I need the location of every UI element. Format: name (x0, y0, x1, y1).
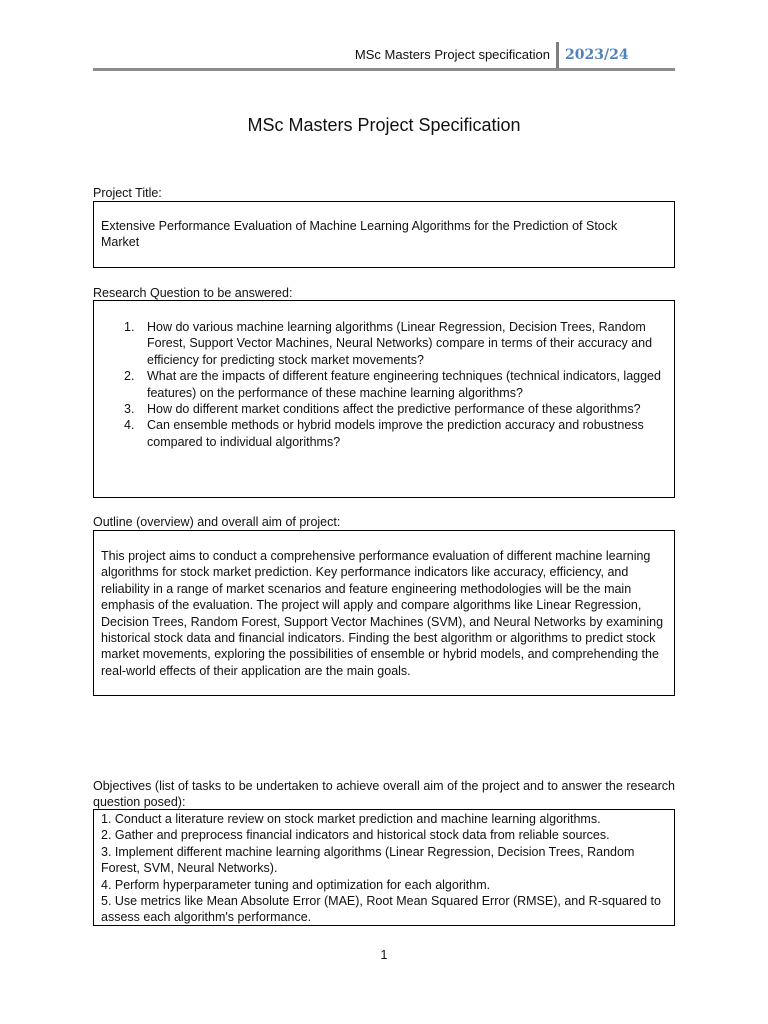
research-question-item (94, 417, 674, 450)
objective-item: 3. Implement different machine learning algorithms (Linear Regression, Decision Trees, Random Forest, SVM, Neural Networks). (101, 844, 635, 876)
outline-box (93, 530, 675, 696)
research-question-text: How do different market conditions affect the predictive performance of these algorithms? (147, 402, 641, 417)
header-divider (556, 42, 559, 69)
header-title: MSc Masters Project specification (354, 47, 550, 62)
outline-label: Outline (overview) and overall aim of project: (93, 515, 341, 529)
research-question-list (94, 319, 674, 450)
objective-item: 4. Perform hyperparameter tuning and optimization for each algorithm. (101, 877, 491, 892)
research-question-text: How do various machine learning algorithms (Linear Regression, Decision Trees, Random Forest, Support Vector Machines, Neural Networks) compare in terms of their accuracy and efficiency for predicting stock market movements? (147, 320, 653, 367)
objective-item: 1. Conduct a literature review on stock market prediction and machine learning algorithms. (101, 812, 601, 826)
objectives-label: Objectives (list of tasks to be undertaken to achieve overall aim of the project and to answer the research question posed): (93, 779, 675, 809)
list-number: 3. (124, 402, 135, 417)
header-rule (93, 68, 675, 71)
research-question-label: Research Question to be answered: (93, 286, 293, 300)
project-title-box (93, 201, 675, 268)
research-question-box (93, 300, 675, 498)
objective-item: 5. Use metrics like Mean Absolute Error (MAE), Root Mean Squared Error (RMSE), and R-squared to assess each algorithm's performance. (101, 894, 661, 925)
outline-text: This project aims to conduct a comprehensive performance evaluation of different machine learning algorithms for stock market prediction. Key performance indicators like accuracy, efficiency, and reliability in a range of market scenarios and feature engineering methodologies will be the main emphasis of the evaluation. The project will apply and compare algorithms like Linear Regression, Decision Trees, Random Forest, Support Vector Machines (SVM), and Neural Networks by examining historical stock data and financial indicators. Finding the best algorithm or algorithms to predict stock market movements, exploring the possibilities of ensemble or hybrid models, and comprehending the real-world effects of their application are the main goals. (101, 549, 664, 678)
objective-item: 2. Gather and preprocess financial indicators and historical stock data from reliable sources. (101, 828, 610, 843)
research-question-item (94, 401, 674, 417)
list-number: 4. (124, 418, 135, 433)
header-year: 2023/24 (565, 47, 629, 63)
project-title-text: Extensive Performance Evaluation of Machine Learning Algorithms for the Prediction of Stock Market (101, 219, 618, 250)
page-number: 1 (380, 948, 388, 962)
objectives-box (93, 809, 675, 926)
research-question-text: Can ensemble methods or hybrid models improve the prediction accuracy and robustness compared to individual algorithms? (147, 418, 644, 449)
research-question-item (94, 368, 674, 401)
document-title: MSc Masters Project Specification (247, 115, 521, 135)
project-title-label: Project Title: (93, 186, 162, 200)
list-number: 1. (124, 320, 135, 334)
list-number: 2. (124, 369, 135, 384)
research-question-item (94, 319, 674, 368)
research-question-text: What are the impacts of different feature engineering techniques (technical indicators, lagged features) on the performance of these machine learning algorithms? (147, 369, 661, 400)
